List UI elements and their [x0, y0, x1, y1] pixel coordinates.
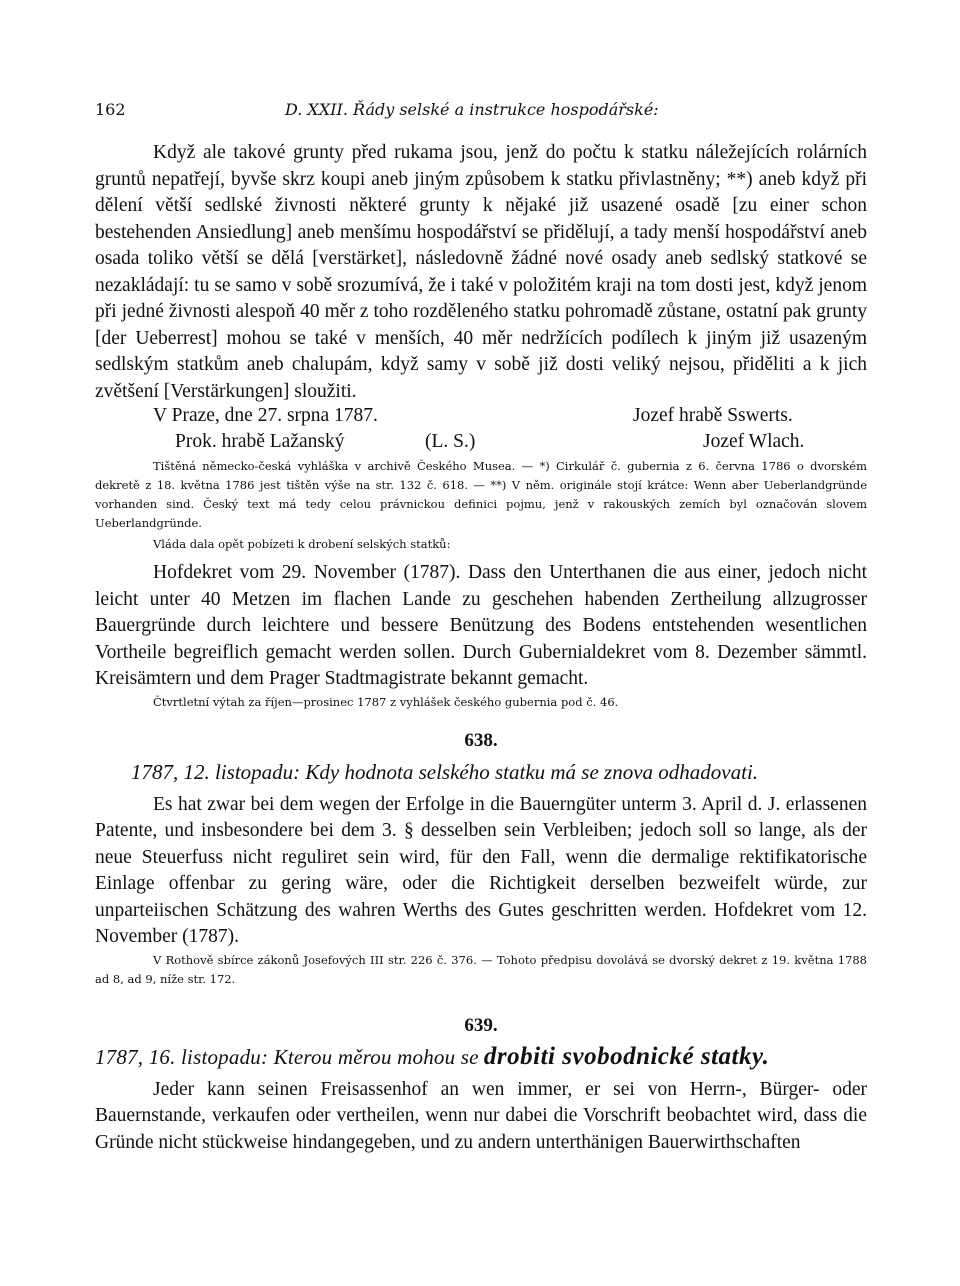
hofdekret-paragraph: Hofdekret vom 29. November (1787). Dass den Unterthanen die aus einer, jedoch nicht leicht unter 40 Metzen im flachen Lande zu geschehen habenden Zertheilung allzugrosser Bauergründe durch leichtere und bessere Benützung des Bodens entstehenden wesentlichen Vortheile begreiflich gemacht werden sollen. Durch Gubernialdekret vom 8. Dezember sämmtl. Kreisämtern und dem Prager Stadtmagistrate bekannt gemacht.	[95, 562, 867, 689]
seal-mark: (L. S.)	[425, 431, 476, 452]
signer-lazansky: Prok. hrabě Lažanský	[175, 431, 345, 452]
document-title-638: 1787, 12. listopadu: Kdy hodnota selského statku má se znova odhadovati.	[131, 759, 759, 784]
signature-row-2	[95, 431, 867, 457]
signer-sswerts: Jozef hrabě Sswerts.	[633, 405, 793, 426]
running-head: D. XXII. Řády selské a instrukce hospodářské:	[285, 100, 659, 119]
document-source-638: V Rothově sbírce zákonů Josefových III str. 226 č. 376. — Tohoto předpisu dovolává se dvorský dekret z 19. května 1788 ad 8, ad 9, níže str. 172.	[95, 952, 867, 986]
document-title-639-emphasis: drobiti svobodnické statky.	[483, 1042, 770, 1070]
source-note-quarterly: Čtvrtletní výtah za říjen—prosinec 1787 z vyhlášek českého gubernia pod č. 46.	[153, 694, 619, 709]
page	[95, 100, 867, 1156]
page-number: 162	[95, 100, 126, 119]
place-date: V Praze, dne 27. srpna 1787.	[153, 405, 378, 426]
intro-paragraph: Když ale takové grunty před rukama jsou, jenž do počtu k statku náležejících rolárních gruntů nepatřejí, byvše skrz koupi aneb jiným způsobem k statku přivlastněny; **) aneb když při dělení větší sedlské živnosti některé grunty k nějaké již usazené osadě [zu einer schon bestehenden Ansiedlung] aneb menšímu hospodářství se přidělují, a tady menší hospodářství aneb osada toliko větší se dělá [verstärket], následovně žádné nové osady aneb sedlský statkové se nezakládají: tu se samo v sobě srozumívá, že i také v položitém kraji na tom dosti jest, když jenom při jedné živnosti alespoň 40 měr z toho rozděleného statku pohromadě zůstane, ostatní pak grunty [der Ueberrest] mohou se také v menších, 40 měr nedržících podílech k jiným již usazeným sedlským statkům aneb chalupám, když samy v sobě již dosti veliký nejsou, přiděliti a k jich zvětšení [Verstärkungen] sloužiti.	[95, 142, 867, 402]
page-header	[95, 100, 867, 140]
document-number-638: 638.	[464, 729, 498, 751]
document-title-639-prefix: 1787, 16. listopadu: Kterou měrou mohou se	[95, 1044, 479, 1069]
document-number-639: 639.	[464, 1014, 498, 1036]
government-note: Vláda dala opět pobízeti k drobení selských statků:	[153, 537, 451, 551]
footnote-archive: Tištěná německo-česká vyhláška v archivě Českého Musea. — *) Cirkulář č. gubernia z 6. června 1786 o dvorském dekretě z 18. května 1786 jest tištěn výše na str. 132 č. 618. — **) V něm. originále stojí krátce: Wenn aber Ueberlandgründe vorhanden sind. Český text má tedy celou právnickou definici pojmu, jenž v rakouských zemích byl označován slovem Ueberlandgründe.	[95, 459, 867, 530]
signer-wlach: Jozef Wlach.	[703, 431, 805, 452]
document-body-639: Jeder kann seinen Freisassenhof an wen immer, er sei von Herrn-, Bürger- oder Bauernstande, verkaufen oder vertheilen, wenn nur dabei die Vorschrift beobachtet wird, dass die Gründe nicht stückweise hindangegeben, und zu andern unterthänigen Bauerwirthschaften	[95, 1078, 867, 1153]
signature-row-1	[95, 405, 867, 431]
document-title-639	[95, 1043, 867, 1071]
document-body-638: Es hat zwar bei dem wegen der Erfolge in die Bauerngüter unterm 3. April d. J. erlassenen Patente, und insbesondere bei dem 3. § desselben sein Verbleiben; jedoch soll so lange, als der neue Steuerfuss nicht reguliret sein wird, für den Fall, wenn die dermalige rektifikatorische Einlage offenbar zu gering wäre, oder die Richtigkeit derselben bezweifelt würde, zur unparteiischen Schätzung des wahren Werths des Gutes geschritten werden. Hofdekret vom 12. November (1787).	[95, 793, 867, 947]
